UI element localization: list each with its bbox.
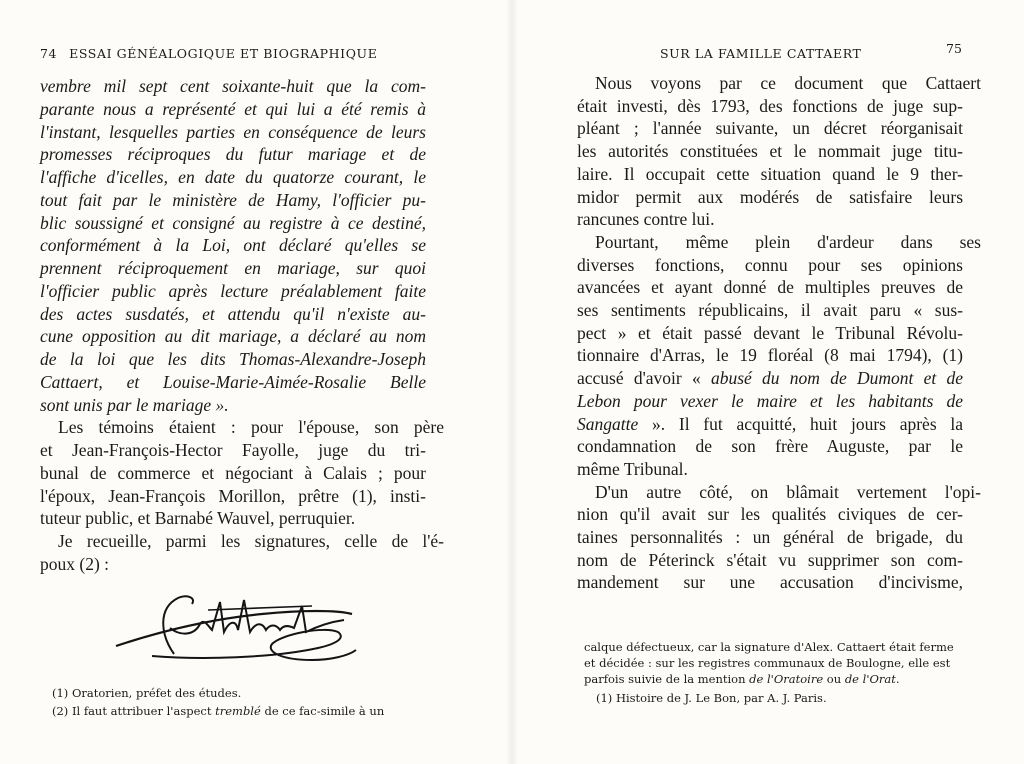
left-body-line: des actes susdatés, et attendu qu'il n'existe au- <box>40 303 426 324</box>
right-footnote: calque défectueux, car la signature d'Alex. Cattaert était ferme <box>584 640 954 654</box>
left-body-line: prennent réciproquement en mariage, sur quoi <box>40 258 426 278</box>
left-body-line: de la loi que les dits Thomas-Alexandre-Joseph <box>40 349 426 369</box>
left-body-line: bunal de commerce et négociant à Calais ; pour <box>40 462 426 483</box>
right-page <box>512 0 1024 764</box>
left-body-line: tout fait par le ministère de Hamy, l'officier pu- <box>40 189 426 210</box>
right-body-line: ses sentiments républicains, il avait paru « sus- <box>577 300 963 320</box>
right-body-line: pect » et était passé devant le Tribunal Révolu- <box>577 322 963 343</box>
left-body-line: promesses réciproques du futur mariage et de <box>40 144 426 165</box>
right-body-line: avancées et ayant donné de multiples preuves de <box>577 277 963 298</box>
right-body-line: Nous voyons par ce document que Cattaert <box>595 73 981 93</box>
right-body-line: rancunes contre lui. <box>577 209 715 230</box>
right-body-line: midor permit aux modérés de satisfaire leurs <box>577 186 963 207</box>
left-body-line: poux (2) : <box>40 553 110 574</box>
right-body-line: nom de Péterinck s'était vu supprimer son com- <box>577 549 963 570</box>
right-body-line: les autorités constituées et le nommait juge titu- <box>577 141 963 162</box>
left-body-line: Cattaert, et Louise-Marie-Aimée-Rosalie Belle <box>40 371 426 392</box>
left-body-line: l'affiche d'icelles, en date du quatorze courant, le <box>40 167 426 187</box>
right-body-line: Sangatte ». Il fut acquitté, huit jours après la <box>577 413 963 434</box>
left-running-head-title: ESSAI GÉNÉALOGIQUE ET BIOGRAPHIQUE <box>69 46 378 61</box>
right-footnote: (1) Histoire de J. Le Bon, par A. J. Paris. <box>596 691 827 705</box>
left-body-line: cune opposition au dit mariage, a déclaré au nom <box>40 326 426 347</box>
left-body-line: l'instant, lesquelles parties en conséquence de leurs <box>40 121 426 142</box>
right-body-line: diverses fonctions, connu pour ses opinions <box>577 254 963 275</box>
left-footnote: (2) Il faut attribuer l'aspect tremblé de ce fac-simile à un <box>52 704 385 718</box>
left-body-line: et Jean-François-Hector Fayolle, juge du tri- <box>40 440 426 460</box>
left-body-line: Les témoins étaient : pour l'épouse, son père <box>58 417 444 438</box>
left-page-number: 74 <box>40 46 58 61</box>
right-body-line: tionnaire d'Arras, le 19 floréal (8 mai 1794), (1) <box>577 345 963 366</box>
right-body-line: D'un autre côté, on blâmait vertement l'opi- <box>595 481 981 502</box>
right-body-line: condamnation de son frère Auguste, par le <box>577 436 963 457</box>
left-body-line: tuteur public, et Barnabé Wauvel, perruquier. <box>40 508 356 529</box>
right-body-line: laire. Il occupait cette situation quand le 9 ther- <box>577 163 963 184</box>
right-body-line: même Tribunal. <box>577 458 688 479</box>
left-running-head <box>40 46 377 61</box>
right-body-line: nion qu'il avait sur les qualités civiques de cer- <box>577 504 963 525</box>
left-body-line: parante nous a représenté et qui lui a été remis à <box>40 98 426 119</box>
right-body-line: Lebon pour vexer le maire et les habitants de <box>577 390 963 411</box>
left-body-line: Je recueille, parmi les signatures, celle de l'é- <box>58 531 444 551</box>
left-body-line: vembre mil sept cent soixante-huit que la com- <box>40 76 426 96</box>
cattaert-signature <box>112 590 362 666</box>
left-footnote: (1) Oratorien, préfet des études. <box>52 686 242 700</box>
right-body-line: mandement sur une accusation d'incivisme, <box>577 572 963 593</box>
right-body-line: Pourtant, même plein d'ardeur dans ses <box>595 231 981 252</box>
right-page-number: 75 <box>946 41 962 56</box>
right-body-line: était investi, dès 1793, des fonctions de juge sup- <box>577 95 963 116</box>
right-body-line: accusé d'avoir « abusé du nom de Dumont et de <box>577 368 963 389</box>
left-body-line: conformément à la Loi, ont déclaré qu'elles se <box>40 235 426 256</box>
right-footnote: parfois suivie de la mention de l'Oratoire ou de l'Orat. <box>584 672 900 686</box>
left-body-line: blic soussigné et consigné au registre à ce destiné, <box>40 212 426 233</box>
right-running-head: SUR LA FAMILLE CATTAERT <box>660 46 862 61</box>
right-body-line: pléant ; l'année suivante, un décret réorganisait <box>577 118 963 139</box>
left-body-line: l'officier public après lecture préalablement faite <box>40 280 426 301</box>
right-body-line: taines personnalités : un général de brigade, du <box>577 527 963 547</box>
left-body-line: sont unis par le mariage ». <box>40 394 229 415</box>
right-footnote: et décidée : sur les registres communaux de Boulogne, elle est <box>584 656 951 670</box>
left-body-line: l'époux, Jean-François Morillon, prêtre (1), insti- <box>40 485 426 506</box>
